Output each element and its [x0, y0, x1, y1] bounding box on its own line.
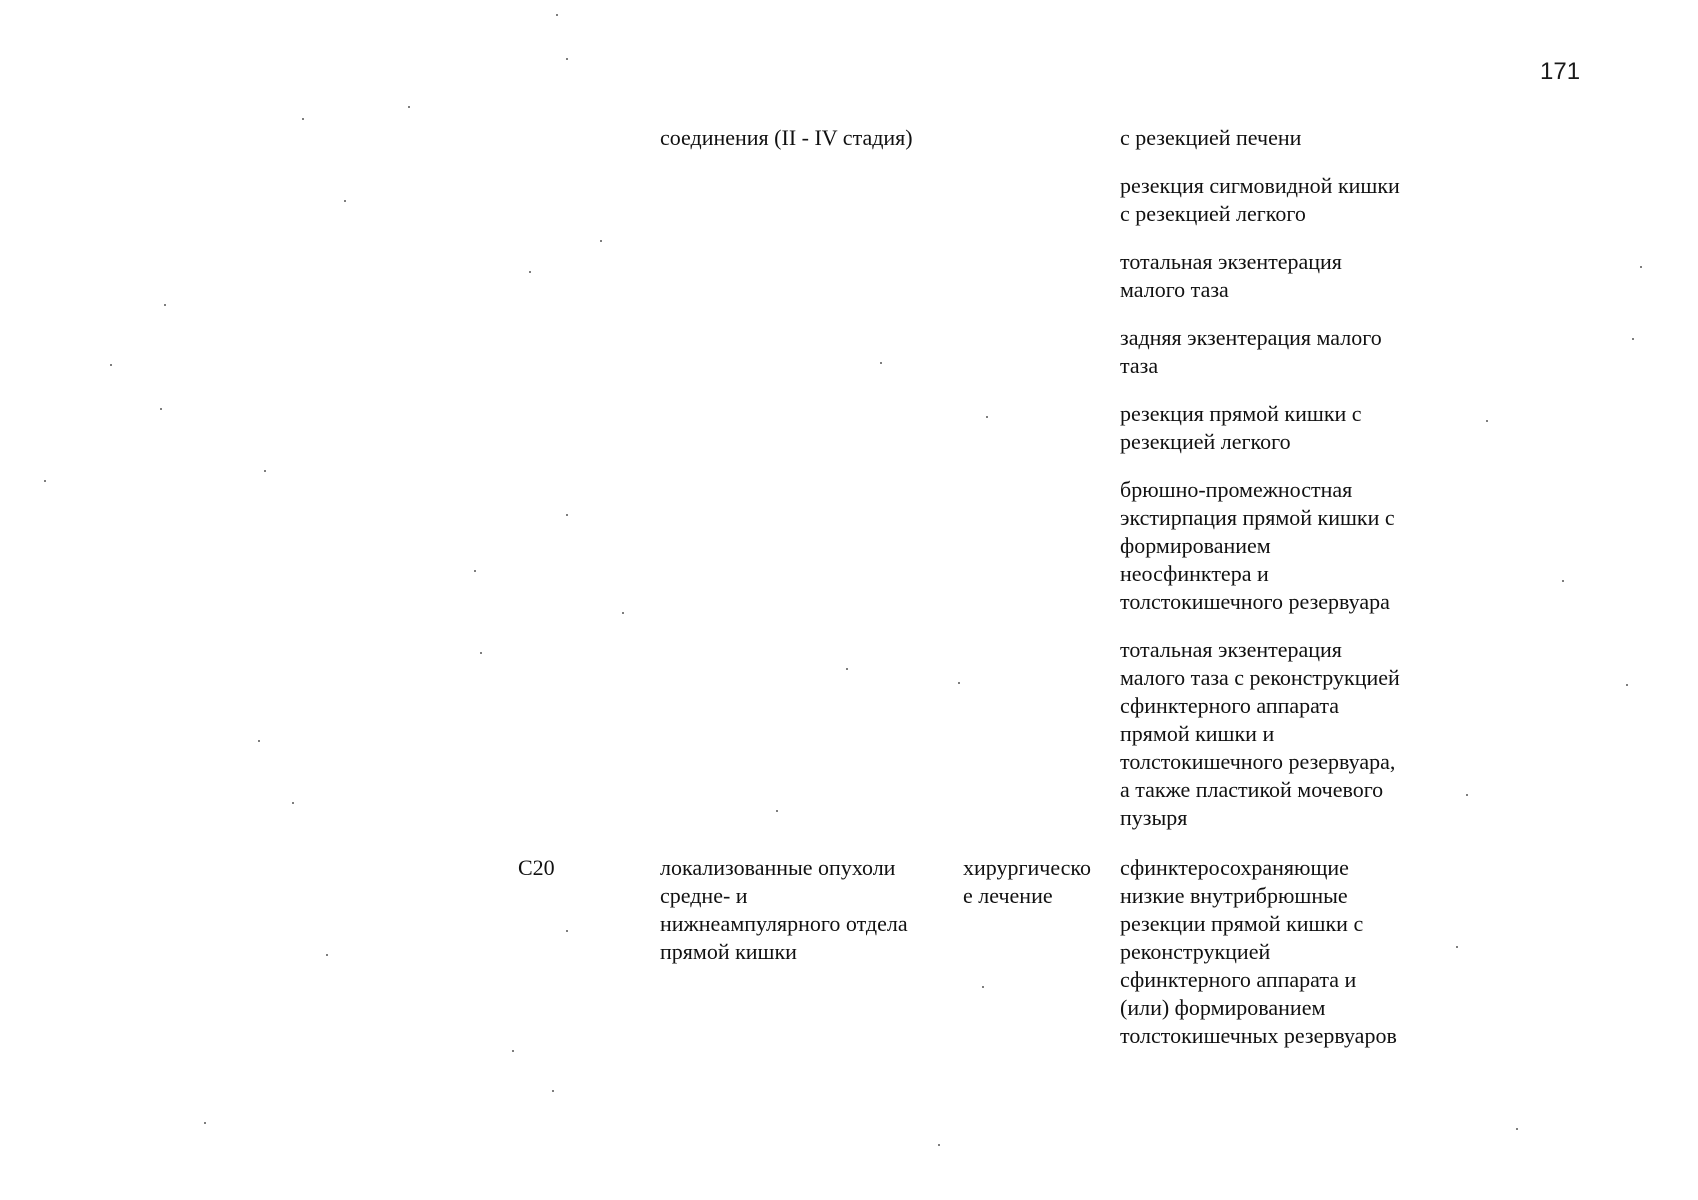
scan-speck	[44, 480, 46, 482]
scan-speck	[408, 106, 410, 108]
scan-speck	[600, 240, 602, 242]
icd-code: C20	[518, 855, 555, 880]
scan-speck	[529, 271, 531, 273]
scan-speck	[258, 740, 260, 742]
scan-speck	[552, 1090, 554, 1092]
scan-speck	[204, 1122, 206, 1124]
procedure-item: с резекцией печени	[1120, 125, 1302, 150]
scan-speck	[164, 304, 166, 306]
scan-speck	[880, 362, 882, 364]
scan-speck	[556, 14, 558, 16]
model-description: локализованные опухоли средне- и нижнеампулярного отдела прямой кишки	[660, 855, 908, 964]
scan-speck	[160, 408, 162, 410]
scan-speck	[958, 682, 960, 684]
scan-speck	[846, 668, 848, 670]
scan-speck	[474, 570, 476, 572]
scan-speck	[1516, 1128, 1518, 1130]
procedure-item: резекция прямой кишки с резекцией легкого	[1120, 401, 1362, 454]
scan-speck	[776, 810, 778, 812]
scan-speck	[986, 416, 988, 418]
scan-speck	[264, 470, 266, 472]
scan-speck	[1626, 684, 1628, 686]
scan-speck	[1632, 338, 1634, 340]
scan-speck	[512, 1050, 514, 1052]
scan-speck	[566, 514, 568, 516]
procedure-description: сфинктеросохраняющие низкие внутрибрюшные резекции прямой кишки с реконструкцией сфинктерного аппарата и (или) формированием толстокишечных резервуаров	[1120, 855, 1397, 1048]
scan-speck	[1562, 580, 1564, 582]
scan-speck	[1456, 946, 1458, 948]
scan-speck	[1466, 794, 1468, 796]
scan-speck	[622, 612, 624, 614]
procedure-item: брюшно-промежностная экстирпация прямой кишки с формированием неосфинктера и толстокишечного резервуара	[1120, 477, 1395, 614]
scan-speck	[1486, 420, 1488, 422]
page-number: 171	[1540, 58, 1581, 85]
procedure-item: тотальная экзентерация малого таза с реконструкцией сфинктерного аппарата прямой кишки и толстокишечного резервуара, а также пластикой мочевого пузыря	[1120, 637, 1400, 830]
procedure-list-continuation	[1120, 124, 1460, 852]
scan-speck	[566, 58, 568, 60]
scan-speck	[480, 652, 482, 654]
procedure-item: резекция сигмовидной кишки с резекцией легкого	[1120, 173, 1400, 226]
model-continuation: соединения (II - IV стадия)	[660, 125, 913, 150]
scan-speck	[326, 954, 328, 956]
scan-speck	[302, 118, 304, 120]
procedure-item: тотальная экзентерация малого таза	[1120, 249, 1342, 302]
scan-speck	[938, 1144, 940, 1146]
scan-speck	[1640, 266, 1642, 268]
scan-speck	[292, 802, 294, 804]
scan-speck	[566, 930, 568, 932]
procedure-item: задняя экзентерация малого таза	[1120, 325, 1382, 378]
treatment-type: хирургическо е лечение	[963, 855, 1091, 908]
scan-speck	[344, 200, 346, 202]
scan-speck	[982, 986, 984, 988]
scan-speck	[110, 364, 112, 366]
